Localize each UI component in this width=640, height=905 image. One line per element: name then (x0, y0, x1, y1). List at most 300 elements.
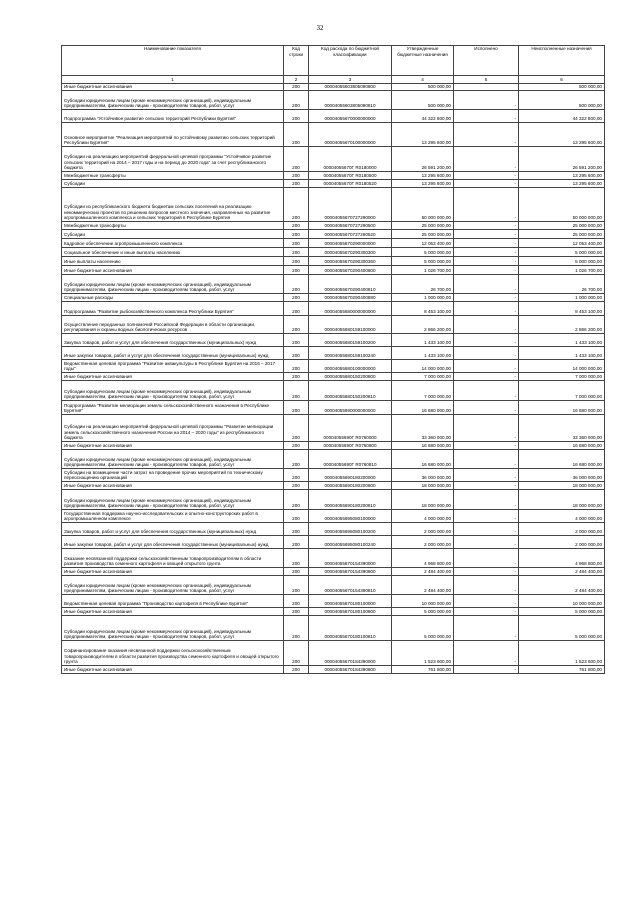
row-budget-code: 00004055695080100200 (309, 523, 392, 536)
row-name: Субсидии на реализацию мероприятий федеральной целевой программы "Устойчивое развитие сельских территорий на 2014 – 2017 годы и на период до 2020 года" за счет республиканского бюджета (62, 147, 284, 172)
row-name: Осуществление переданных полномочий Российской Федерации в области организации, регулирования и охраны водных биологических ресурсов (62, 316, 284, 334)
table-row (62, 608, 605, 616)
row-line-code: 200 (284, 576, 309, 595)
row-executed: - (454, 608, 519, 616)
row-approved: 44 322 800,00 (392, 110, 454, 123)
table-row (62, 450, 605, 469)
row-line-code: 200 (284, 616, 309, 641)
row-executed: - (454, 110, 519, 123)
row-approved: 13 295 600,00 (392, 123, 454, 147)
row-line-code: 200 (284, 222, 309, 230)
table-row (62, 401, 605, 415)
row-unfulfilled: 1 000 000,00 (519, 294, 605, 302)
row-executed: - (454, 442, 519, 450)
row-budget-code: 00004055680150200810 (309, 381, 392, 401)
row-approved: 8 453 100,00 (392, 302, 454, 316)
header-row (62, 46, 605, 76)
row-name: Субсидии (62, 230, 284, 239)
header-approved: Утвержденные бюджетные назначения (392, 46, 454, 76)
table-row (62, 266, 605, 275)
table-row (62, 172, 605, 180)
row-name: Ведомственная целевая программа "Развитие аквакультуры в Республике Бурятия на 2016 – 2017 годы" (62, 360, 284, 373)
row-budget-code: 00004055690Г R0760800 (309, 442, 392, 450)
row-name: Межбюджетные трансферты (62, 172, 284, 180)
row-executed: - (454, 666, 519, 674)
row-budget-code: 00004055680159100240 (309, 347, 392, 360)
row-line-code: 200 (284, 523, 309, 536)
row-approved: 4 000 000,00 (392, 510, 454, 523)
row-approved: 13 295 600,00 (392, 172, 454, 180)
row-approved: 26 591 200,00 (392, 147, 454, 172)
row-executed: - (454, 373, 519, 381)
row-name: Межбюджетные трансферты (62, 222, 284, 230)
row-budget-code: 00004055680150200800 (309, 373, 392, 381)
row-executed: - (454, 275, 519, 294)
row-approved: 761 800,00 (392, 666, 454, 674)
row-line-code: 200 (284, 275, 309, 294)
table-row (62, 469, 605, 482)
row-line-code: 200 (284, 442, 309, 450)
row-executed (454, 84, 519, 91)
row-budget-code: 00004055680159100000 (309, 316, 392, 334)
row-approved: 16 680 000,00 (392, 442, 454, 450)
table-row (62, 442, 605, 450)
table-row (62, 123, 605, 147)
row-unfulfilled: 1 433 100,00 (519, 334, 605, 347)
row-approved: 14 000 000,00 (392, 360, 454, 373)
row-executed: - (454, 523, 519, 536)
row-unfulfilled: 12 053 400,00 (519, 239, 605, 248)
row-executed: - (454, 180, 519, 188)
row-executed: - (454, 616, 519, 641)
table-row (62, 334, 605, 347)
row-approved: 500 000,00 (392, 84, 454, 91)
row-line-code: 200 (284, 172, 309, 180)
row-line-code: 200 (284, 415, 309, 442)
row-line-code: 200 (284, 549, 309, 568)
row-name: Ведомственная целевая программа "Производство картофеля в Республике Бурятия" (62, 595, 284, 608)
row-line-code: 200 (284, 536, 309, 549)
row-budget-code: 00004055670290400810 (309, 275, 392, 294)
row-executed: - (454, 91, 519, 110)
table-row (62, 616, 605, 641)
row-line-code: 200 (284, 595, 309, 608)
row-name: Субсидии из республиканского бюджета бюджетам сельских поселений на реализацию некоммерческих проектов по решению вопросов местного значения, направленных на развитие агропромышленного комплекса и сельских территорий в Республике Бурятия (62, 188, 284, 222)
table-row (62, 381, 605, 401)
row-line-code: 200 (284, 401, 309, 415)
row-executed: - (454, 415, 519, 442)
row-budget-code: 00004055670100000000 (309, 123, 392, 147)
column-number: 5 (454, 76, 519, 84)
table-row (62, 576, 605, 595)
row-unfulfilled: 36 000 000,00 (519, 469, 605, 482)
row-unfulfilled: 18 000 000,00 (519, 482, 605, 490)
row-approved: 1 026 700,00 (392, 266, 454, 275)
row-approved: 1 433 100,00 (392, 334, 454, 347)
row-unfulfilled: 26 700,00 (519, 275, 605, 294)
row-unfulfilled: 5 000 000,00 (519, 616, 605, 641)
row-line-code: 200 (284, 266, 309, 275)
row-name: Иные выплаты населению (62, 257, 284, 266)
row-approved: 26 700,00 (392, 275, 454, 294)
row-line-code: 200 (284, 334, 309, 347)
row-budget-code: 00004055670184390000 (309, 641, 392, 666)
table-row (62, 549, 605, 568)
row-budget-code: 00004055670180100000 (309, 595, 392, 608)
row-line-code: 200 (284, 248, 309, 257)
row-unfulfilled: 1 433 100,00 (519, 347, 605, 360)
row-name: Закупка товаров, работ и услуг для обеспечения государственных (муниципальных) нужд (62, 334, 284, 347)
column-number: 6 (519, 76, 605, 84)
row-executed: - (454, 536, 519, 549)
row-approved: 500 000,00 (392, 91, 454, 110)
row-line-code: 200 (284, 381, 309, 401)
row-unfulfilled: 4 968 800,00 (519, 549, 605, 568)
row-name: Иные бюджетные ассигнования (62, 482, 284, 490)
row-unfulfilled: 2 000 000,00 (519, 523, 605, 536)
row-executed: - (454, 482, 519, 490)
row-approved: 2 484 400,00 (392, 576, 454, 595)
header-executed: Исполнено (454, 46, 519, 76)
table-row (62, 523, 605, 536)
column-number: 4 (392, 76, 454, 84)
table-row (62, 373, 605, 381)
table-row (62, 482, 605, 490)
row-executed: - (454, 334, 519, 347)
row-budget-code: 00004055690180200000 (309, 469, 392, 482)
row-approved: 2 484 400,00 (392, 568, 454, 576)
table-row (62, 294, 605, 302)
row-executed: - (454, 222, 519, 230)
row-budget-code: 00004055690000000000 (309, 401, 392, 415)
row-executed: - (454, 147, 519, 172)
row-executed: - (454, 230, 519, 239)
row-unfulfilled: 5 000 000,00 (519, 248, 605, 257)
row-budget-code: 00004055670290000000 (309, 239, 392, 248)
row-approved: 5 000 000,00 (392, 608, 454, 616)
row-line-code: 200 (284, 490, 309, 510)
row-name: Основное мероприятие "Реализация мероприятий по устойчивому развитию сельских территорий Республики Бурятия" (62, 123, 284, 147)
row-budget-code: 00004055670290400800 (309, 266, 392, 275)
row-unfulfilled: 1 026 700,00 (519, 266, 605, 275)
row-executed: - (454, 239, 519, 248)
row-approved: 10 000 000,00 (392, 595, 454, 608)
row-approved: 1 433 100,00 (392, 347, 454, 360)
row-unfulfilled: 13 295 600,00 (519, 172, 605, 180)
row-name: Иные бюджетные ассигнования (62, 442, 284, 450)
row-name: Софинансирование оказания несвязанной поддержки сельскохозяйственным товаропроизводителям в области развития производства семенного картофеля и овощей открытого грунта (62, 641, 284, 666)
row-executed: - (454, 641, 519, 666)
row-line-code: 200 (284, 347, 309, 360)
row-executed: - (454, 257, 519, 266)
row-budget-code: 00004055670290300360 (309, 257, 392, 266)
row-budget-code: 00004055680100000000 (309, 360, 392, 373)
row-budget-code: 00004055670290300300 (309, 248, 392, 257)
row-executed: - (454, 188, 519, 222)
header-name: Наименование показателя (62, 46, 284, 76)
row-budget-code: 00004055670180100800 (309, 608, 392, 616)
row-line-code: 200 (284, 294, 309, 302)
table-row (62, 188, 605, 222)
row-unfulfilled: 16 680 000,00 (519, 442, 605, 450)
row-line-code: 200 (284, 180, 309, 188)
row-budget-code: 00004055690Г R0760000 (309, 415, 392, 442)
row-budget-code: 00004055670154390000 (309, 549, 392, 568)
table-row (62, 666, 605, 674)
table-row (62, 316, 605, 334)
row-approved: 1 523 600,00 (392, 641, 454, 666)
row-executed: - (454, 294, 519, 302)
row-executed: - (454, 490, 519, 510)
row-unfulfilled: 16 680 000,00 (519, 401, 605, 415)
column-number-row (62, 76, 605, 84)
row-budget-code: 00004055680000000000 (309, 302, 392, 316)
row-executed: - (454, 549, 519, 568)
row-unfulfilled: 8 453 100,00 (519, 302, 605, 316)
row-name: Иные закупки товаров, работ и услуг для обеспечения государственных (муниципальных) нужд (62, 536, 284, 549)
row-approved: 2 000 000,00 (392, 536, 454, 549)
row-approved: 12 053 400,00 (392, 239, 454, 248)
row-approved: 18 000 000,00 (392, 482, 454, 490)
table-row (62, 257, 605, 266)
row-budget-code: 00004055670184390800 (309, 666, 392, 674)
row-unfulfilled: 2 484 400,00 (519, 568, 605, 576)
row-executed: - (454, 568, 519, 576)
row-executed: - (454, 450, 519, 469)
column-number: 2 (284, 76, 309, 84)
table-row (62, 230, 605, 239)
row-name: Субсидии юридическим лицам (кроме некоммерческих организаций), индивидуальным предпринимателям, физическим лицам - производителям товаров, работ, услуг (62, 275, 284, 294)
page-number: 32 (316, 24, 324, 32)
row-budget-code: 00004055680159100200 (309, 334, 392, 347)
row-line-code: 200 (284, 510, 309, 523)
row-unfulfilled: 26 591 200,00 (519, 147, 605, 172)
row-budget-code: 00004055603805090810 (309, 91, 392, 110)
row-unfulfilled: 5 000 000,00 (519, 608, 605, 616)
table-body (62, 84, 605, 674)
row-approved: 4 968 800,00 (392, 549, 454, 568)
row-name: Подпрограмма "Развитие рыбохозяйственного комплекса Республики Бурятия" (62, 302, 284, 316)
row-name: Иные бюджетные ассигнования (62, 568, 284, 576)
row-approved: 16 680 000,00 (392, 450, 454, 469)
row-executed: - (454, 381, 519, 401)
row-name: Иные закупки товаров, работ и услуг для обеспечения государственных (муниципальных) нужд (62, 347, 284, 360)
row-executed: - (454, 302, 519, 316)
row-budget-code: 00004055670154390800 (309, 568, 392, 576)
row-budget-code: 00004055695080100000 (309, 510, 392, 523)
row-name: Субсидии юридическим лицам (кроме некоммерческих организаций), индивидуальным предпринимателям, физическим лицам - производителям товаров, работ, услуг (62, 616, 284, 641)
row-approved: 25 000 000,00 (392, 230, 454, 239)
row-line-code: 200 (284, 230, 309, 239)
row-approved: 1 000 000,00 (392, 294, 454, 302)
row-line-code: 200 (284, 373, 309, 381)
row-name: Субсидии юридическим лицам (кроме некоммерческих организаций), индивидуальным предпринимателям, физическим лицам - производителям товаров, работ, услуг (62, 381, 284, 401)
row-executed: - (454, 469, 519, 482)
header-budget-code: Код расхода по бюджетной классификации (309, 46, 392, 76)
row-unfulfilled: 2 866 200,00 (519, 316, 605, 334)
row-unfulfilled: 13 295 600,00 (519, 123, 605, 147)
row-unfulfilled: 2 484 400,00 (519, 576, 605, 595)
table-row (62, 536, 605, 549)
table-row (62, 302, 605, 316)
row-budget-code: 00004055670Г R0180520 (309, 180, 392, 188)
row-name: Субсидии юридическим лицам (кроме некоммерческих организаций), индивидуальным предпринимателям, физическим лицам - производителям товаров, работ, услуг (62, 490, 284, 510)
row-executed: - (454, 172, 519, 180)
row-line-code: 200 (284, 91, 309, 110)
budget-table (61, 45, 605, 674)
row-approved: 5 000 000,00 (392, 248, 454, 257)
row-budget-code: 00004055670Г R0180000 (309, 147, 392, 172)
row-unfulfilled: 761 800,00 (519, 666, 605, 674)
table-row (62, 248, 605, 257)
row-budget-code: 00004055695080100240 (309, 536, 392, 549)
row-approved: 2 866 200,00 (392, 316, 454, 334)
row-budget-code: 00004055670Г R0180500 (309, 172, 392, 180)
table-row (62, 275, 605, 294)
row-budget-code: 00004055670727290000 (309, 188, 392, 222)
row-name: Закупка товаров, работ и услуг для обеспечения государственных (муниципальных) нужд (62, 523, 284, 536)
row-executed: - (454, 401, 519, 415)
row-line-code: 200 (284, 666, 309, 674)
table-row (62, 360, 605, 373)
table-row (62, 510, 605, 523)
row-budget-code: 00004055670727290520 (309, 230, 392, 239)
row-budget-code: 00004055690180200810 (309, 490, 392, 510)
column-number: 1 (62, 76, 284, 84)
table-row (62, 641, 605, 666)
row-line-code: 200 (284, 188, 309, 222)
column-number: 3 (309, 76, 392, 84)
row-line-code: 200 (284, 123, 309, 147)
row-executed: - (454, 316, 519, 334)
row-unfulfilled: 500 000,00 (519, 84, 605, 91)
row-unfulfilled: 25 000 000,00 (519, 230, 605, 239)
row-approved: 7 000 000,00 (392, 373, 454, 381)
row-unfulfilled: 13 295 600,00 (519, 180, 605, 188)
table-row (62, 347, 605, 360)
row-line-code: 200 (284, 84, 309, 91)
row-approved: 5 000 000,00 (392, 257, 454, 266)
row-name: Подпрограмма "Устойчивое развитие сельских территорий Республики Бурятия" (62, 110, 284, 123)
row-name: Государственная поддержка научно-исследовательских и опытно-конструкторских работ в агропромышленном комплексе (62, 510, 284, 523)
row-unfulfilled: 14 000 000,00 (519, 360, 605, 373)
row-unfulfilled: 500 000,00 (519, 91, 605, 110)
row-budget-code: 00004055670290400880 (309, 294, 392, 302)
row-budget-code: 00004055690Г R0760810 (309, 450, 392, 469)
row-approved: 5 000 000,00 (392, 616, 454, 641)
row-unfulfilled: 7 000 000,00 (519, 381, 605, 401)
header-unfulfilled: Неисполненные назначения (519, 46, 605, 76)
row-approved: 13 295 600,00 (392, 180, 454, 188)
table-row (62, 91, 605, 110)
row-unfulfilled: 18 000 000,00 (519, 490, 605, 510)
row-executed: - (454, 360, 519, 373)
row-approved: 33 360 000,00 (392, 415, 454, 442)
row-line-code: 200 (284, 239, 309, 248)
row-budget-code: 00004055670180100810 (309, 616, 392, 641)
row-approved: 18 000 000,00 (392, 490, 454, 510)
row-name: Специальные расходы (62, 294, 284, 302)
row-line-code: 200 (284, 257, 309, 266)
row-executed: - (454, 347, 519, 360)
row-name: Иные бюджетные ассигнования (62, 266, 284, 275)
row-name: Субсидии юридическим лицам (кроме некоммерческих организаций), индивидуальным предпринимателям, физическим лицам - производителям товаров, работ, услуг (62, 91, 284, 110)
header-line-code: Код строки (284, 46, 309, 76)
row-unfulfilled: 5 000 000,00 (519, 257, 605, 266)
table-row (62, 490, 605, 510)
row-line-code: 200 (284, 110, 309, 123)
row-name: Иные бюджетные ассигнования (62, 608, 284, 616)
row-approved: 16 680 000,00 (392, 401, 454, 415)
row-line-code: 200 (284, 147, 309, 172)
row-budget-code: 00004055670727290500 (309, 222, 392, 230)
row-name: Субсидии юридическим лицам (кроме некоммерческих организаций), индивидуальным предпринимателям, физическим лицам - производителям товаров, работ, услуг (62, 576, 284, 595)
row-approved: 25 000 000,00 (392, 222, 454, 230)
row-name: Иные бюджетные ассигнования (62, 84, 284, 91)
row-approved: 50 000 000,00 (392, 188, 454, 222)
table-row (62, 180, 605, 188)
row-unfulfilled: 25 000 000,00 (519, 222, 605, 230)
row-approved: 2 000 000,00 (392, 523, 454, 536)
row-unfulfilled: 4 000 000,00 (519, 510, 605, 523)
row-name: Иные бюджетные ассигнования (62, 373, 284, 381)
row-executed: - (454, 266, 519, 275)
table-row (62, 147, 605, 172)
row-unfulfilled: 2 000 000,00 (519, 536, 605, 549)
table-row (62, 84, 605, 91)
row-name: Субсидии на возмещение части затрат на проведение прочих мероприятий по техническому переоснащению организаций (62, 469, 284, 482)
row-line-code: 200 (284, 568, 309, 576)
row-executed: - (454, 123, 519, 147)
row-name: Субсидии юридическим лицам (кроме некоммерческих организаций), индивидуальным предпринимателям, физическим лицам - производителям товаров, работ, услуг (62, 450, 284, 469)
row-line-code: 200 (284, 360, 309, 373)
row-executed: - (454, 576, 519, 595)
row-line-code: 200 (284, 316, 309, 334)
row-name: Подпрограмма "Развитие мелиорации земель сельскохозяйственного назначения в Республике Бурятия" (62, 401, 284, 415)
row-line-code: 200 (284, 482, 309, 490)
row-name: Оказание несвязанной поддержки сельскохозяйственным товаропроизводителям в области развития производства семенного картофеля и овощей открытого грунта (62, 549, 284, 568)
table-row (62, 222, 605, 230)
table-row (62, 415, 605, 442)
row-unfulfilled: 1 523 600,00 (519, 641, 605, 666)
row-name: Иные бюджетные ассигнования (62, 666, 284, 674)
row-line-code: 200 (284, 469, 309, 482)
row-line-code: 200 (284, 641, 309, 666)
row-name: Социальное обеспечение и иные выплаты населению (62, 248, 284, 257)
row-approved: 36 000 000,00 (392, 469, 454, 482)
row-budget-code: 00004055670154390810 (309, 576, 392, 595)
row-name: Субсидии на реализацию мероприятий федеральной целевой программы "Развитие мелиорации земель сельскохозяйственного назначения России на 2014 – 2020 годы" из республиканского бюджета (62, 415, 284, 442)
row-name: Кадровое обеспечение агропромышленного комплекса (62, 239, 284, 248)
row-executed: - (454, 595, 519, 608)
row-executed: - (454, 510, 519, 523)
row-line-code: 200 (284, 302, 309, 316)
row-unfulfilled: 7 000 000,00 (519, 373, 605, 381)
row-unfulfilled: 50 000 000,00 (519, 188, 605, 222)
row-approved: 7 000 000,00 (392, 381, 454, 401)
row-unfulfilled: 33 360 000,00 (519, 415, 605, 442)
row-budget-code: 00004055690180200800 (309, 482, 392, 490)
row-budget-code: 00004055670000000000 (309, 110, 392, 123)
table-row (62, 110, 605, 123)
row-unfulfilled: 16 680 000,00 (519, 450, 605, 469)
table-row (62, 239, 605, 248)
row-budget-code: 00004055603805090800 (309, 84, 392, 91)
row-executed: - (454, 248, 519, 257)
table-row (62, 568, 605, 576)
row-line-code: 200 (284, 450, 309, 469)
row-unfulfilled: 10 000 000,00 (519, 595, 605, 608)
